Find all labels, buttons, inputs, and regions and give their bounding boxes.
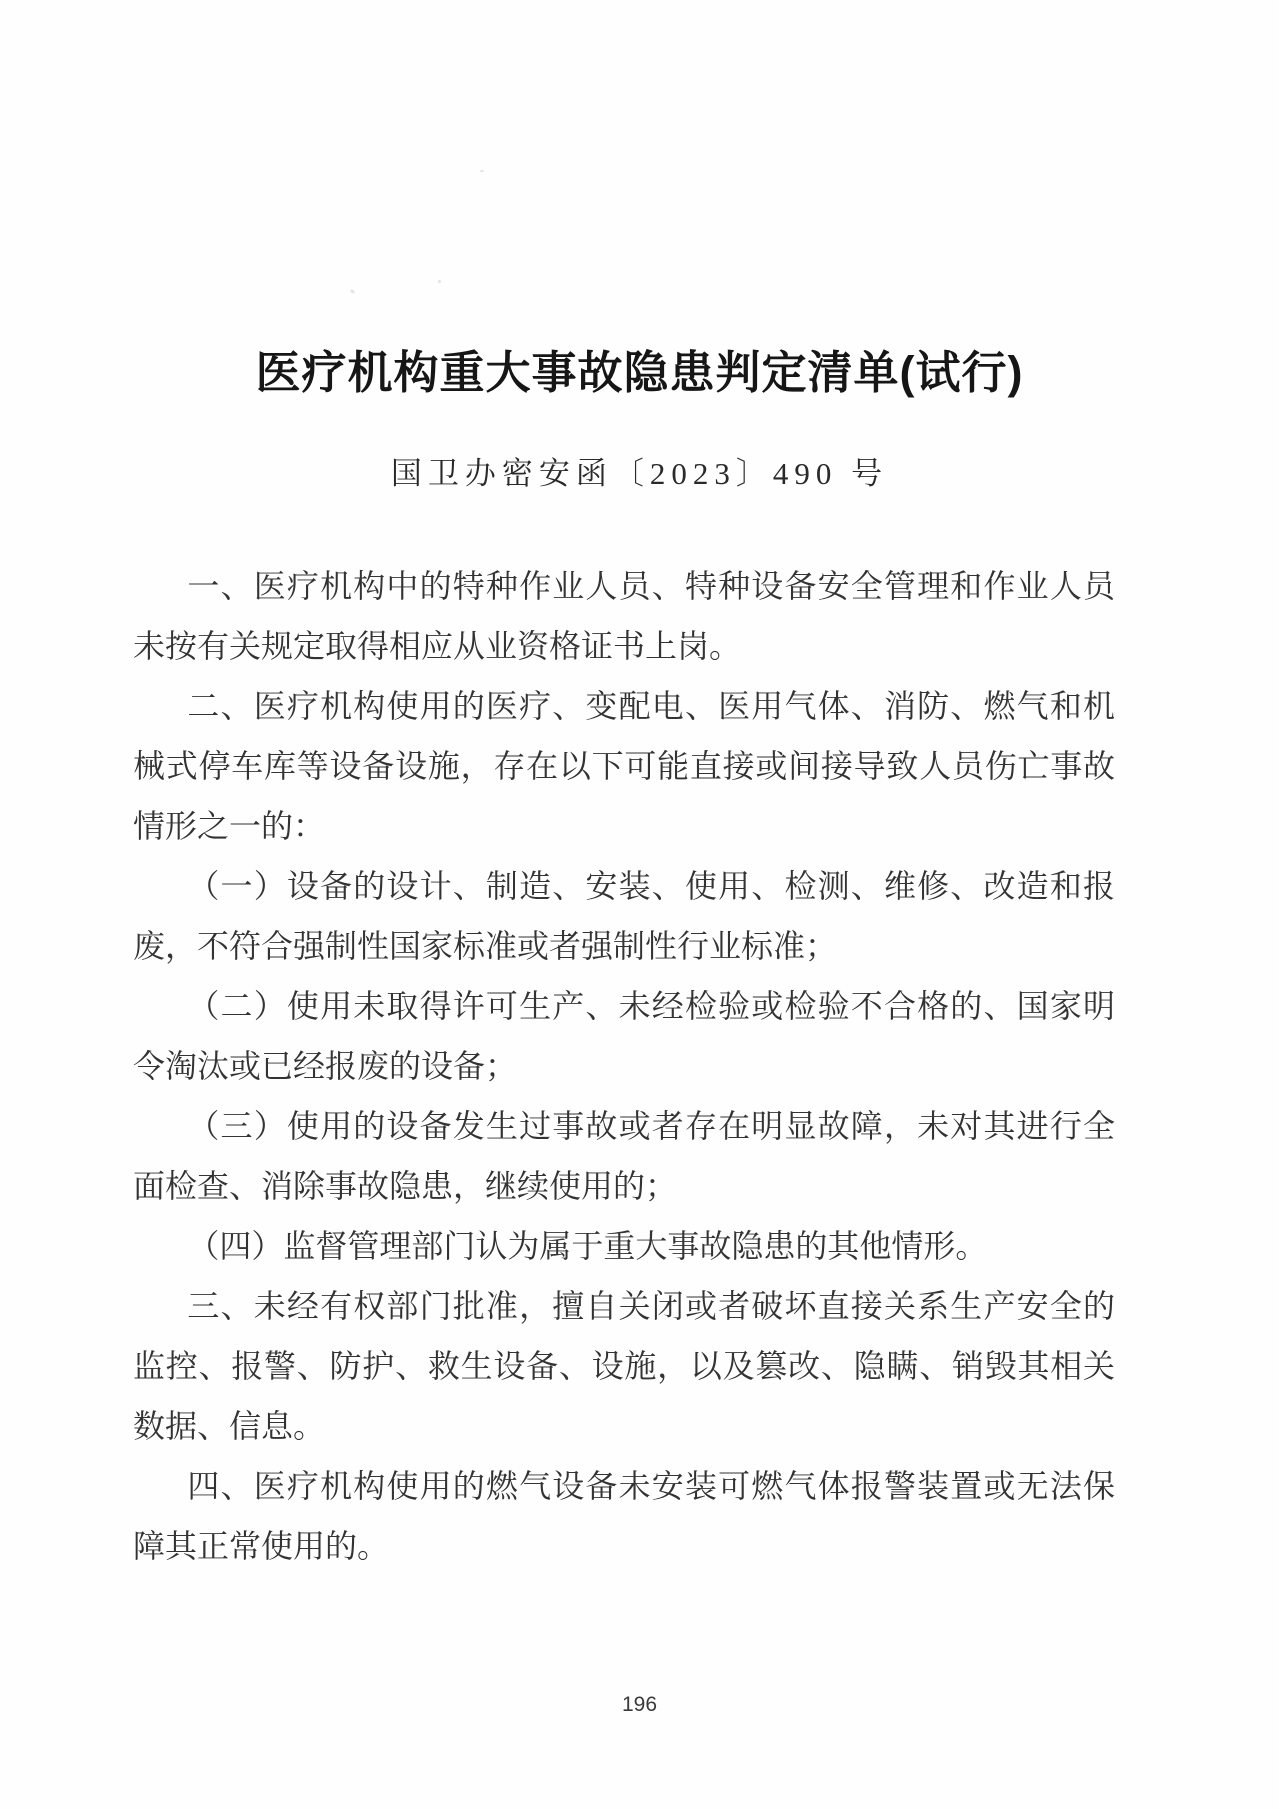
paragraph-item-4: 四、医疗机构使用的燃气设备未安装可燃气体报警装置或无法保障其正常使用的。	[133, 1468, 1115, 1564]
paragraph-item-2-1: （一）设备的设计、制造、安装、使用、检测、维修、改造和报废，不符合强制性国家标准或者强制性行业标准；	[133, 868, 1115, 964]
scan-speck	[438, 280, 441, 283]
paragraph-item-1: 一、医疗机构中的特种作业人员、特种设备安全管理和作业人员未按有关规定取得相应从业资格证书上岗。	[133, 568, 1115, 664]
page-number: 196	[621, 1693, 658, 1716]
scan-speck	[480, 169, 484, 172]
doc-title: 医疗机构重大事故隐患判定清单(试行)	[255, 347, 1024, 398]
paragraph-item-2: 二、医疗机构使用的医疗、变配电、医用气体、消防、燃气和机械式停车库等设备设施，存在以下可能直接或间接导致人员伤亡事故情形之一的：	[133, 688, 1115, 844]
doc-number: 国卫办密安函〔2023〕490 号	[390, 456, 889, 491]
paragraph-item-2-4: （四）监督管理部门认为属于重大事故隐患的其他情形。	[187, 1228, 988, 1264]
paragraph-item-2-2: （二）使用未取得许可生产、未经检验或检验不合格的、国家明令淘汰或已经报废的设备；	[133, 988, 1115, 1084]
scan-speck	[350, 289, 356, 294]
paragraph-item-2-3: （三）使用的设备发生过事故或者存在明显故障，未对其进行全面检查、消除事故隐患，继续使用的；	[133, 1108, 1115, 1204]
doc-body	[133, 556, 1115, 1576]
paragraph-item-3: 三、未经有权部门批准，擅自关闭或者破坏直接关系生产安全的监控、报警、防护、救生设备、设施，以及篡改、隐瞒、销毁其相关数据、信息。	[133, 1288, 1115, 1444]
